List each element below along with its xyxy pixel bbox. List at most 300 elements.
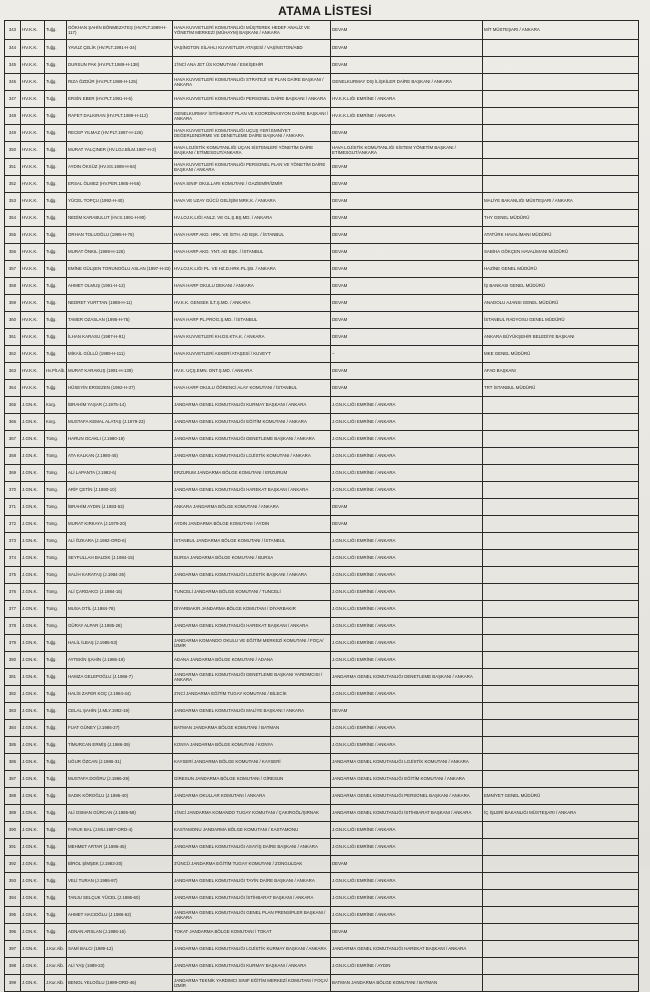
table-row — [5, 873, 639, 890]
row-number: 369 — [5, 465, 21, 482]
current-post-cell: HAVA KUVVETLERİ KOMUTANLIĞI UÇUŞ YERİ EMNİYET DEĞERLENDİRME VE DENETLEME DAİRE BAŞKANI / ANKARA — [173, 125, 331, 142]
force-cell: J.GN.K. — [21, 941, 45, 958]
force-cell: HV.K.K. — [21, 108, 45, 125]
row-number: 381 — [5, 669, 21, 686]
rank-cell: Tuğg. — [45, 788, 67, 805]
rank-cell: Tuğg. — [45, 652, 67, 669]
name-cell: HALİL İLBAŞ (J.1985-53) — [67, 635, 173, 652]
row-number: 350 — [5, 142, 21, 159]
current-post-cell: BURSA JANDARMA BÖLGE KOMUTANI / BURSA — [173, 550, 331, 567]
rank-cell: Korg. — [45, 397, 67, 414]
note-cell: HAZİNE GENEL MÜDÜRÜ — [483, 261, 639, 278]
table-row — [5, 397, 639, 414]
row-number: 382 — [5, 686, 21, 703]
note-cell — [483, 397, 639, 414]
rank-cell: Tuğg. — [45, 74, 67, 91]
note-cell — [483, 448, 639, 465]
current-post-cell: HAVA KUVVETLERİ KOMUTANLIĞI MÜŞTEREK HEDEF ANALİZ VE YÖNETİM MERKEZİ (MÜHAYM) BAŞKANI / ANKARA — [173, 21, 331, 40]
note-cell — [483, 176, 639, 193]
name-cell: ALİ ÖZKARA (J.1982-ORD-6) — [67, 533, 173, 550]
note-cell — [483, 737, 639, 754]
current-post-cell: JANDARMA GENEL KOMUTANLIĞI GENEL PLAN PRENSİPLER BAŞKANI / ANKARA — [173, 907, 331, 924]
rank-cell: Tümg. — [45, 567, 67, 584]
name-cell: ALİ OSMAN GÜRCAN (J.1985-59) — [67, 805, 173, 822]
table-row — [5, 754, 639, 771]
force-cell: J.GN.K. — [21, 771, 45, 788]
new-post-cell: J.GN.K.LIĞI EMRİNE / ANKARA — [331, 890, 483, 907]
table-row — [5, 193, 639, 210]
rank-cell: Hv.Plt.Alb. — [45, 363, 67, 380]
new-post-cell: J.GN.K.LIĞI EMRİNE / ANKARA — [331, 720, 483, 737]
rank-cell: Tuğg. — [45, 142, 67, 159]
new-post-cell: J.GN.K.LIĞI EMRİNE / ANKARA — [331, 601, 483, 618]
current-post-cell: TUNCELİ JANDARMA BÖLGE KOMUTANI / TUNCELİ — [173, 584, 331, 601]
name-cell: MURAT KIRKAYA (J.1979-20) — [67, 516, 173, 533]
current-post-cell: HAVA VE UZAY GÜCÜ GELİŞİM MRK.K. / ANKARA — [173, 193, 331, 210]
force-cell: HV.K.K. — [21, 142, 45, 159]
table-row — [5, 329, 639, 346]
force-cell: J.GN.K. — [21, 499, 45, 516]
current-post-cell: ANKARA JANDARMA BÖLGE KOMUTANI / ANKARA — [173, 499, 331, 516]
rank-cell: Tuğg. — [45, 380, 67, 397]
new-post-cell: DEVAM — [331, 295, 483, 312]
current-post-cell: KAYSERİ JANDARMA BÖLGE KOMUTANI / KAYSERİ — [173, 754, 331, 771]
name-cell: RECEP YILMAZ (HV.PLT.1987-H-126) — [67, 125, 173, 142]
current-post-cell: JANDARMA KOMANDO OKULU VE EĞİTİM MERKEZİ KOMUTANI / FOÇA/İZMİR — [173, 635, 331, 652]
note-cell: MKE GENEL MÜDÜRÜ — [483, 346, 639, 363]
note-cell — [483, 669, 639, 686]
new-post-cell: J.GN.K.LIĞI EMRİNE / ANKARA — [331, 584, 483, 601]
name-cell: SAMİ BALCI (1989-12) — [67, 941, 173, 958]
rank-cell: Tuğg. — [45, 839, 67, 856]
table-row — [5, 74, 639, 91]
table-row — [5, 652, 639, 669]
row-number: 359 — [5, 295, 21, 312]
row-number: 351 — [5, 159, 21, 176]
appointment-table — [4, 20, 639, 992]
row-number: 358 — [5, 278, 21, 295]
note-cell — [483, 584, 639, 601]
note-cell — [483, 142, 639, 159]
new-post-cell: J.GN.K.LIĞI EMRİNE / ANKARA — [331, 652, 483, 669]
force-cell: J.GN.K. — [21, 618, 45, 635]
note-cell: ATATÜRK HAVALİMANI MÜDÜRÜ — [483, 227, 639, 244]
rank-cell: Tuğg. — [45, 771, 67, 788]
force-cell: J.GN.K. — [21, 924, 45, 941]
note-cell: İŞ BANKASI GENEL MÜDÜRÜ — [483, 278, 639, 295]
new-post-cell: DEVAM — [331, 312, 483, 329]
force-cell: HV.K.K. — [21, 227, 45, 244]
current-post-cell: HAVA HARP AKD. HRK. VE İSTH. AD BŞK. / İSTANBUL — [173, 227, 331, 244]
note-cell — [483, 754, 639, 771]
new-post-cell: J.GN.K.LIĞI EMRİNE / ANKARA — [331, 465, 483, 482]
name-cell: SADIK KÖROĞLU (J.1986-40) — [67, 788, 173, 805]
note-cell — [483, 703, 639, 720]
new-post-cell: J.GN.K.LIĞI EMRİNE / ANKARA — [331, 397, 483, 414]
note-cell: ANKARA BÜYÜKŞEHİR BELEDİYE BAŞKANI — [483, 329, 639, 346]
name-cell: YÜCEL TOPÇU (1992-H-40) — [67, 193, 173, 210]
new-post-cell: DEVAM — [331, 125, 483, 142]
row-number: 366 — [5, 414, 21, 431]
force-cell: HV.K.K. — [21, 210, 45, 227]
rank-cell: Tuğg. — [45, 890, 67, 907]
note-cell — [483, 159, 639, 176]
force-cell: J.GN.K. — [21, 584, 45, 601]
row-number: 349 — [5, 125, 21, 142]
force-cell: J.GN.K. — [21, 533, 45, 550]
force-cell: HV.K.K. — [21, 91, 45, 108]
note-cell: THY GENEL MÜDÜRÜ — [483, 210, 639, 227]
current-post-cell: JANDARMA TEKNİK YARDIMCI SINIF EĞİTİM MERKEZİ KOMUTANI / FOÇA/İZMİR — [173, 975, 331, 992]
note-cell — [483, 567, 639, 584]
rank-cell: Tuğg. — [45, 21, 67, 40]
name-cell: MUSA OTİL (J.1984-78) — [67, 601, 173, 618]
name-cell: İBRAHİM AYDIN (J.1983-53) — [67, 499, 173, 516]
table-row — [5, 142, 639, 159]
rank-cell: Tuğg. — [45, 91, 67, 108]
force-cell: HV.K.K. — [21, 21, 45, 40]
row-number: 393 — [5, 873, 21, 890]
current-post-cell: VAŞİNGTON SİLAHLI KUVVETLER ATAŞESİ / VAŞİNGTON/ABD — [173, 40, 331, 57]
name-cell: BİROL ŞİMŞEK (J.1983-20) — [67, 856, 173, 873]
name-cell: BENOL YELOĞLU (1989-ORD-46) — [67, 975, 173, 992]
current-post-cell: ADANA JANDARMA BÖLGE KOMUTANI / ADANA — [173, 652, 331, 669]
row-number: 361 — [5, 329, 21, 346]
row-number: 356 — [5, 244, 21, 261]
table-row — [5, 737, 639, 754]
rank-cell: Tuğg. — [45, 244, 67, 261]
current-post-cell: DİYARBAKIR JANDARMA BÖLGE KOMUTANI / DİYARBAKIR — [173, 601, 331, 618]
name-cell: ALİ YAŞ (1989-23) — [67, 958, 173, 975]
note-cell — [483, 873, 639, 890]
force-cell: HV.K.K. — [21, 329, 45, 346]
force-cell: J.GN.K. — [21, 414, 45, 431]
force-cell: HV.K.K. — [21, 57, 45, 74]
table-row — [5, 890, 639, 907]
table-row — [5, 244, 639, 261]
new-post-cell: JANDARMA GENEL KOMUTANLIĞI LOJİSTİK KOMUTANI / ANKARA — [331, 754, 483, 771]
row-number: 364 — [5, 380, 21, 397]
rank-cell: J.Kur.Alb. — [45, 941, 67, 958]
row-number: 384 — [5, 720, 21, 737]
table-row — [5, 720, 639, 737]
new-post-cell: J.GN.K.LIĞI EMRİNE / ANKARA — [331, 550, 483, 567]
force-cell: J.GN.K. — [21, 550, 45, 567]
note-cell — [483, 431, 639, 448]
force-cell: J.GN.K. — [21, 567, 45, 584]
current-post-cell: HAVA HARP OKULU ÖĞRENCİ ALAY KOMUTANI / İSTANBUL — [173, 380, 331, 397]
rank-cell: Tümg. — [45, 550, 67, 567]
row-number: 345 — [5, 57, 21, 74]
force-cell: J.GN.K. — [21, 448, 45, 465]
current-post-cell: HAVA LOJİSTİK KOMUTANLIĞI UÇAN SİSTEMLERİ YÖNETİM DAİRE BAŞKANI / ETİMESGUT/ANKARA — [173, 142, 331, 159]
current-post-cell: JANDARMA GENEL KOMUTANLIĞI ASAYİŞ DAİRE BAŞKANI / ANKARA — [173, 839, 331, 856]
rank-cell: Tuğg. — [45, 329, 67, 346]
note-cell — [483, 125, 639, 142]
table-row — [5, 210, 639, 227]
rank-cell: Tuğg. — [45, 108, 67, 125]
row-number: 352 — [5, 176, 21, 193]
name-cell: HÜSEYİN ERGEZEN (1992-H-37) — [67, 380, 173, 397]
name-cell: ERSAL ÖLMEZ (HV.PER.1985-H-56) — [67, 176, 173, 193]
row-number: 385 — [5, 737, 21, 754]
table-row — [5, 414, 639, 431]
note-cell: MALİYE BAKANLIĞI MÜSTEŞARI / ANKARA — [483, 193, 639, 210]
force-cell: J.GN.K. — [21, 397, 45, 414]
force-cell: HV.K.K. — [21, 363, 45, 380]
name-cell: TANJU SELÇUK YÜCEL (J.1986-60) — [67, 890, 173, 907]
row-number: 377 — [5, 601, 21, 618]
table-row — [5, 805, 639, 822]
new-post-cell: DEVAM — [331, 363, 483, 380]
rank-cell: Tuğg. — [45, 686, 67, 703]
current-post-cell: HAVA KUVVETLERİ KOMUTANLIĞI STRATEJİ VE PLAN DAİRE BAŞKANI / ANKARA — [173, 74, 331, 91]
current-post-cell: KASTAMONU JANDARMA BÖLGE KOMUTANI / KASTAMONU — [173, 822, 331, 839]
row-number: 373 — [5, 533, 21, 550]
current-post-cell: JANDARMA GENEL KOMUTANLIĞI HAREKAT BAŞKANI / ANKARA — [173, 482, 331, 499]
name-cell: TİMURCAN ERMİŞ (J.1986-39) — [67, 737, 173, 754]
name-cell: CELAL ŞAHİN (J.MLY.1982-19) — [67, 703, 173, 720]
row-number: 396 — [5, 924, 21, 941]
note-cell: SABİHA GÖKÇEN HAVALİMANI MÜDÜRÜ — [483, 244, 639, 261]
force-cell: J.GN.K. — [21, 465, 45, 482]
rank-cell: Tuğg. — [45, 754, 67, 771]
new-post-cell: DEVAM — [331, 516, 483, 533]
table-row — [5, 346, 639, 363]
current-post-cell: JANDARMA GENEL KOMUTANLIĞI MALİYE BAŞKANI / ANKARA — [173, 703, 331, 720]
new-post-cell: DEVAM — [331, 329, 483, 346]
force-cell: HV.K.K. — [21, 244, 45, 261]
current-post-cell: JANDARMA GENEL KOMUTANLIĞI DENETLEME BAŞKANI YARDIMCISI / ANKARA — [173, 669, 331, 686]
table-row — [5, 176, 639, 193]
rank-cell: Tuğg. — [45, 737, 67, 754]
current-post-cell: HAVA KUVVETLERİ KH.DS.KTA.K. / ANKARA — [173, 329, 331, 346]
row-number: 378 — [5, 618, 21, 635]
name-cell: RAFET DALKIRAN (HV.PLT.1989-H-112) — [67, 108, 173, 125]
name-cell: VELİ TURAN (J.1986-87) — [67, 873, 173, 890]
force-cell: HV.K.K. — [21, 278, 45, 295]
name-cell: TAMER OZASLAN (1995-H-75) — [67, 312, 173, 329]
force-cell: J.GN.K. — [21, 856, 45, 873]
note-cell — [483, 720, 639, 737]
rank-cell: Tuğg. — [45, 295, 67, 312]
rank-cell: Tümg. — [45, 499, 67, 516]
table-row — [5, 618, 639, 635]
note-cell: ANADOLU AJANSI GENEL MÜDÜRÜ — [483, 295, 639, 312]
force-cell: J.GN.K. — [21, 958, 45, 975]
row-number: 380 — [5, 652, 21, 669]
new-post-cell: J.GN.K.LIĞI EMRİNE / ANKARA — [331, 431, 483, 448]
row-number: 399 — [5, 975, 21, 992]
note-cell — [483, 941, 639, 958]
note-cell — [483, 635, 639, 652]
rank-cell: Tuğg. — [45, 227, 67, 244]
current-post-cell: BATMAN JANDARMA BÖLGE KOMUTANI / BATMAN — [173, 720, 331, 737]
force-cell: HV.K.K. — [21, 346, 45, 363]
name-cell: UĞUR ÖZCAN (J.1986-31) — [67, 754, 173, 771]
note-cell — [483, 91, 639, 108]
row-number: 357 — [5, 261, 21, 278]
rank-cell: Tuğg. — [45, 924, 67, 941]
table-row — [5, 788, 639, 805]
row-number: 389 — [5, 805, 21, 822]
current-post-cell: JANDARMA GENEL KOMUTANLIĞI HAREKAT BAŞKANI / ANKARA — [173, 618, 331, 635]
row-number: 363 — [5, 363, 21, 380]
name-cell: MUSTAFA DOĞRU (J.1986-29) — [67, 771, 173, 788]
current-post-cell: HV.LOJ.K.LIĞI PL. VE HZ.D.HRK.PL.ŞB. / ANKARA — [173, 261, 331, 278]
rank-cell: Tuğg. — [45, 261, 67, 278]
current-post-cell: JANDARMA GENEL KOMUTANLIĞI EĞİTİM KOMUTANI / ANKARA — [173, 414, 331, 431]
note-cell — [483, 601, 639, 618]
rank-cell: Tümg. — [45, 584, 67, 601]
rank-cell: Tuğg. — [45, 669, 67, 686]
current-post-cell: HV.K.K. GENSEK İLT.Ş.MD. / ANKARA — [173, 295, 331, 312]
row-number: 390 — [5, 822, 21, 839]
new-post-cell: DEVAM — [331, 40, 483, 57]
table-row — [5, 108, 639, 125]
new-post-cell: DEVAM — [331, 703, 483, 720]
current-post-cell: HAVA KUVVETLERİ KOMUTANLIĞI PERSONEL PLAN VE YÖNETİM DAİRE BAŞKANI / ANKARA — [173, 159, 331, 176]
current-post-cell: HAVA HARP AKD. YNT. AD BŞK. / İSTANBUL — [173, 244, 331, 261]
new-post-cell: DEVAM — [331, 499, 483, 516]
row-number: 398 — [5, 958, 21, 975]
new-post-cell: J.GN.K.LIĞI EMRİNE / ANKARA — [331, 839, 483, 856]
rank-cell: Tuğg. — [45, 125, 67, 142]
row-number: 354 — [5, 210, 21, 227]
row-number: 368 — [5, 448, 21, 465]
table-row — [5, 975, 639, 992]
current-post-cell: GİRESUN JANDARMA BÖLGE KOMUTANI / GİRESUN — [173, 771, 331, 788]
rank-cell: Tuğg. — [45, 822, 67, 839]
force-cell: J.GN.K. — [21, 686, 45, 703]
force-cell: J.GN.K. — [21, 635, 45, 652]
current-post-cell: JANDARMA GENEL KOMUTANLIĞI LOJİSTİK KOMUTANI / ANKARA — [173, 448, 331, 465]
row-number: 365 — [5, 397, 21, 414]
new-post-cell: J.GN.K.LIĞI EMRİNE / ANKARA — [331, 482, 483, 499]
name-cell: AYDIN ÖKSÜZ (HV.SS.1989-H-84) — [67, 159, 173, 176]
row-number: 360 — [5, 312, 21, 329]
note-cell — [483, 533, 639, 550]
current-post-cell: HAVA HARP OKULU DEKANI / ANKARA — [173, 278, 331, 295]
table-row — [5, 516, 639, 533]
table-row — [5, 822, 639, 839]
table-row — [5, 159, 639, 176]
rank-cell: Tuğg. — [45, 193, 67, 210]
table-row — [5, 601, 639, 618]
current-post-cell: 1'İNCİ JANDARMA KOMANDO TUGAY KOMUTANI / ÇAKIRGÖL/ŞIRNAK — [173, 805, 331, 822]
current-post-cell: HAVA HARP PL.PROG.Ş.MD. / İSTANBUL — [173, 312, 331, 329]
table-row — [5, 363, 639, 380]
new-post-cell: J.GN.K.LIĞI EMRİNE / ANKARA — [331, 737, 483, 754]
name-cell: RIZA ÖZDÜR (HV.PLT.1989-H-125) — [67, 74, 173, 91]
new-post-cell: DEVAM — [331, 159, 483, 176]
rank-cell: Tuğg. — [45, 805, 67, 822]
table-row — [5, 278, 639, 295]
row-number: 376 — [5, 584, 21, 601]
page-title: ATAMA LİSTESİ — [278, 4, 372, 18]
new-post-cell: JANDARMA GENEL KOMUTANLIĞI HAREKAT BAŞKANI / ANKARA — [331, 941, 483, 958]
name-cell: MURAT ÖNKIL (1989-H-126) — [67, 244, 173, 261]
new-post-cell: HV.K.K.LIĞI EMRİNE / ANKARA — [331, 91, 483, 108]
table-row — [5, 57, 639, 74]
rank-cell: Tümg. — [45, 465, 67, 482]
table-row — [5, 499, 639, 516]
note-cell — [483, 924, 639, 941]
new-post-cell: J.GN.K.LIĞI EMRİNE / ANKARA — [331, 533, 483, 550]
name-cell: EMİNE GÜLŞEN TORUNOĞLU ASLAN (1997-H-33) — [67, 261, 173, 278]
force-cell: HV.K.K. — [21, 295, 45, 312]
name-cell: İBRAHİM YAŞAR (J.1975-14) — [67, 397, 173, 414]
force-cell: HV.K.K. — [21, 74, 45, 91]
table-row — [5, 295, 639, 312]
force-cell: J.GN.K. — [21, 754, 45, 771]
table-row — [5, 567, 639, 584]
name-cell: ADNAN ARSLAN (J.1986-16) — [67, 924, 173, 941]
new-post-cell: DEVAM — [331, 57, 483, 74]
rank-cell: Tuğg. — [45, 57, 67, 74]
table-row — [5, 941, 639, 958]
rank-cell: Korg. — [45, 414, 67, 431]
current-post-cell: AYDIN JANDARMA BÖLGE KOMUTANI / AYDIN — [173, 516, 331, 533]
row-number: 392 — [5, 856, 21, 873]
force-cell: HV.K.K. — [21, 125, 45, 142]
new-post-cell: JANDARMA GENEL KOMUTANLIĞI DENETLEME BAŞKANI / ANKARA — [331, 669, 483, 686]
rank-cell: Tümg. — [45, 431, 67, 448]
note-cell — [483, 465, 639, 482]
name-cell: FUAT GÜNEY (J.1986-27) — [67, 720, 173, 737]
rank-cell: Tuğg. — [45, 703, 67, 720]
table-row — [5, 703, 639, 720]
table-row — [5, 261, 639, 278]
table-row — [5, 635, 639, 652]
name-cell: SEYFULLAH BALDIK (J.1984-15) — [67, 550, 173, 567]
note-cell — [483, 822, 639, 839]
note-cell — [483, 652, 639, 669]
new-post-cell: DEVAM — [331, 244, 483, 261]
row-number: 371 — [5, 499, 21, 516]
force-cell: J.GN.K. — [21, 601, 45, 618]
current-post-cell: JANDARMA GENEL KOMUTANLIĞI KURMAY BAŞKANI / ANKARA — [173, 397, 331, 414]
new-post-cell: HAVA LOJİSTİK KOMUTANLIĞI SİSTEM YÖNETİM BAŞKANI / ETİMESGUT/ANKARA — [331, 142, 483, 159]
force-cell: J.GN.K. — [21, 890, 45, 907]
row-number: 344 — [5, 40, 21, 57]
row-number: 375 — [5, 567, 21, 584]
name-cell: ALİ LAPANTA (J.1982-6) — [67, 465, 173, 482]
row-number: 386 — [5, 754, 21, 771]
note-cell — [483, 57, 639, 74]
row-number: 347 — [5, 91, 21, 108]
row-number: 383 — [5, 703, 21, 720]
new-post-cell: JANDARMA GENEL KOMUTANLIĞI PERSONEL BAŞKANI / ANKARA — [331, 788, 483, 805]
table-row — [5, 482, 639, 499]
note-cell — [483, 686, 639, 703]
new-post-cell: J.GN.K.LIĞI EMRİNE / ANKARA — [331, 822, 483, 839]
force-cell: J.GN.K. — [21, 805, 45, 822]
row-number: 370 — [5, 482, 21, 499]
table-row — [5, 550, 639, 567]
row-number: 372 — [5, 516, 21, 533]
table-row — [5, 448, 639, 465]
rank-cell: Tuğg. — [45, 278, 67, 295]
rank-cell: J.Kur.Alb. — [45, 975, 67, 992]
current-post-cell: KONYA JANDARMA BÖLGE KOMUTANI / KONYA — [173, 737, 331, 754]
row-number: 355 — [5, 227, 21, 244]
note-cell — [483, 40, 639, 57]
table-row — [5, 907, 639, 924]
rank-cell: Tuğg. — [45, 176, 67, 193]
rank-cell: Tuğg. — [45, 635, 67, 652]
name-cell: İLHAN KARASU (1987-H-91) — [67, 329, 173, 346]
